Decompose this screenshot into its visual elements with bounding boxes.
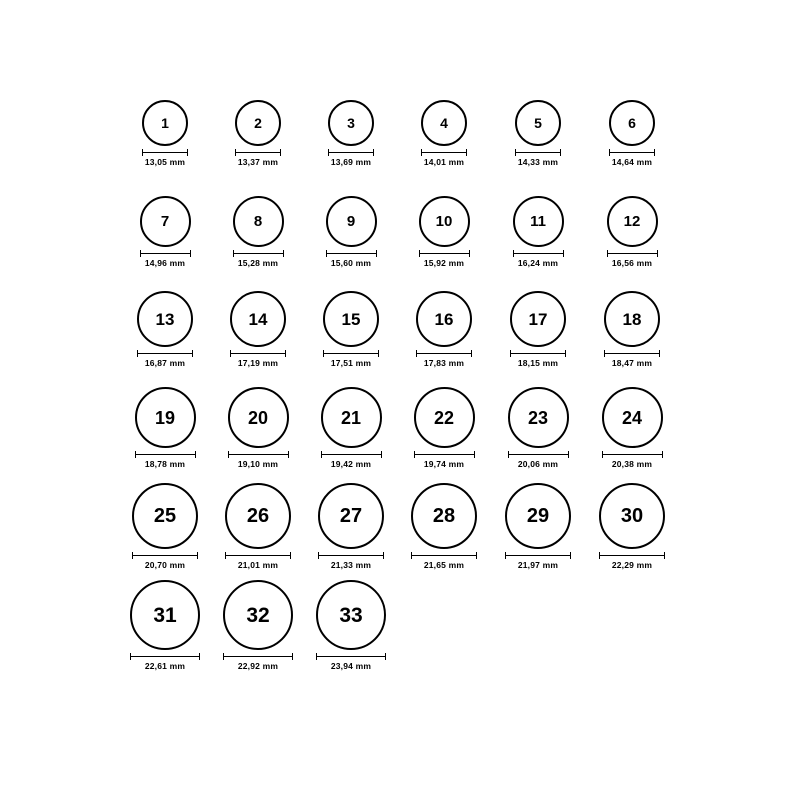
ring-circle [316, 580, 386, 650]
ring-diameter-label: 18,78 mm [144, 459, 186, 469]
ring-diameter-label: 19,10 mm [237, 459, 279, 469]
dimension-bar-icon [604, 353, 660, 354]
ring-size-number: 17 [528, 309, 548, 329]
ring-dimension [321, 451, 382, 469]
ring-size-number: 28 [432, 505, 456, 527]
dimension-line-icon [135, 451, 196, 458]
dimension-bar-icon [323, 353, 379, 354]
ring-diameter-label: 13,37 mm [237, 157, 279, 167]
dimension-line-icon [609, 149, 655, 156]
dimension-line-icon [233, 250, 284, 257]
dimension-bar-icon [137, 353, 193, 354]
ring-dimension [411, 552, 477, 570]
dimension-line-icon [132, 552, 198, 559]
ring-circle [235, 100, 281, 146]
dimension-bar-icon [609, 152, 655, 153]
ring-size-number: 7 [160, 213, 170, 230]
ring-circle [225, 483, 291, 549]
ring-size-number: 15 [341, 309, 361, 329]
dimension-line-icon [318, 552, 384, 559]
ring-diameter-label: 17,19 mm [237, 358, 279, 368]
ring-circle [607, 196, 658, 247]
ring-dimension [223, 653, 293, 671]
dimension-line-icon [230, 350, 286, 357]
ring-size-number: 1 [161, 115, 169, 131]
ring-size-number: 3 [347, 115, 355, 131]
ring-size-number: 30 [620, 505, 644, 527]
ring-size-number: 27 [339, 505, 363, 527]
ring-circle [599, 483, 665, 549]
ring-dimension [602, 451, 663, 469]
dimension-bar-icon [223, 656, 293, 657]
dimension-bar-icon [326, 253, 377, 254]
ring-size-number: 2 [254, 115, 262, 131]
ring-dimension [323, 350, 379, 368]
ring-circle [505, 483, 571, 549]
ring-circle [140, 196, 191, 247]
dimension-bar-icon [414, 454, 475, 455]
ring-size-number: 22 [433, 407, 455, 428]
ring-size-number: 26 [246, 505, 270, 527]
ring-diameter-label: 15,60 mm [330, 258, 372, 268]
ring-circle [421, 100, 467, 146]
dimension-line-icon [223, 653, 293, 660]
ring-dimension [416, 350, 472, 368]
ring-diameter-label: 19,42 mm [330, 459, 372, 469]
ring-diameter-label: 17,83 mm [423, 358, 465, 368]
ring-diameter-label: 21,97 mm [517, 560, 559, 570]
ring-size-number: 4 [440, 115, 448, 131]
dimension-bar-icon [328, 152, 374, 153]
ring-size-cell [572, 291, 692, 368]
dimension-line-icon [411, 552, 477, 559]
ring-dimension [609, 149, 655, 167]
ring-diameter-label: 14,64 mm [611, 157, 653, 167]
ring-dimension [228, 451, 289, 469]
dimension-bar-icon [607, 253, 658, 254]
ring-circle [228, 387, 289, 448]
ring-circle [515, 100, 561, 146]
ring-dimension [142, 149, 188, 167]
ring-size-number: 11 [530, 213, 546, 230]
dimension-line-icon [414, 451, 475, 458]
dimension-line-icon [137, 350, 193, 357]
ring-dimension [318, 552, 384, 570]
ring-dimension [326, 250, 377, 268]
ring-dimension [419, 250, 470, 268]
ring-dimension [225, 552, 291, 570]
ring-circle [510, 291, 566, 347]
dimension-line-icon [328, 149, 374, 156]
ring-size-number: 29 [526, 505, 550, 527]
ring-diameter-label: 14,01 mm [423, 157, 465, 167]
dimension-bar-icon [505, 555, 571, 556]
ring-diameter-label: 16,56 mm [611, 258, 653, 268]
ring-dimension [230, 350, 286, 368]
dimension-bar-icon [416, 353, 472, 354]
ring-dimension [607, 250, 658, 268]
ring-dimension [130, 653, 200, 671]
dimension-line-icon [421, 149, 467, 156]
ring-circle [130, 580, 200, 650]
ring-dimension [140, 250, 191, 268]
ring-diameter-label: 21,65 mm [423, 560, 465, 570]
ring-dimension [510, 350, 566, 368]
dimension-bar-icon [235, 152, 281, 153]
ring-dimension [235, 149, 281, 167]
ring-size-number: 8 [253, 213, 263, 230]
dimension-line-icon [416, 350, 472, 357]
ring-size-number: 9 [346, 213, 356, 230]
ring-diameter-label: 22,61 mm [144, 661, 186, 671]
dimension-line-icon [323, 350, 379, 357]
ring-size-number: 10 [435, 213, 453, 230]
ring-dimension [328, 149, 374, 167]
ring-diameter-label: 21,01 mm [237, 560, 279, 570]
ring-circle [326, 196, 377, 247]
dimension-line-icon [321, 451, 382, 458]
dimension-line-icon [510, 350, 566, 357]
ring-dimension [316, 653, 386, 671]
dimension-line-icon [140, 250, 191, 257]
dimension-bar-icon [318, 555, 384, 556]
ring-size-number: 24 [621, 407, 643, 428]
ring-circle [223, 580, 293, 650]
ring-size-cell [291, 580, 411, 671]
ring-size-number: 13 [155, 309, 175, 329]
dimension-bar-icon [132, 555, 198, 556]
dimension-bar-icon [602, 454, 663, 455]
ring-diameter-label: 23,94 mm [330, 661, 372, 671]
dimension-bar-icon [321, 454, 382, 455]
ring-diameter-label: 17,51 mm [330, 358, 372, 368]
ring-size-number: 21 [340, 407, 362, 428]
ring-size-number: 31 [153, 603, 177, 627]
ring-diameter-label: 15,92 mm [423, 258, 465, 268]
ring-dimension [137, 350, 193, 368]
ring-size-number: 23 [527, 407, 549, 428]
ring-diameter-label: 14,96 mm [144, 258, 186, 268]
ring-circle [137, 291, 193, 347]
ring-dimension [513, 250, 564, 268]
ring-circle [419, 196, 470, 247]
ring-size-cell [572, 196, 692, 268]
ring-size-number: 19 [154, 407, 176, 428]
ring-size-number: 25 [153, 505, 177, 527]
ring-diameter-label: 18,47 mm [611, 358, 653, 368]
ring-circle [508, 387, 569, 448]
dimension-line-icon [604, 350, 660, 357]
ring-size-number: 18 [622, 309, 642, 329]
ring-circle [230, 291, 286, 347]
ring-diameter-label: 18,15 mm [517, 358, 559, 368]
ring-dimension [421, 149, 467, 167]
ring-circle [135, 387, 196, 448]
ring-diameter-label: 16,87 mm [144, 358, 186, 368]
dimension-line-icon [326, 250, 377, 257]
ring-dimension [132, 552, 198, 570]
dimension-bar-icon [140, 253, 191, 254]
ring-dimension [135, 451, 196, 469]
dimension-line-icon [607, 250, 658, 257]
ring-dimension [604, 350, 660, 368]
ring-diameter-label: 20,06 mm [517, 459, 559, 469]
ring-diameter-label: 15,28 mm [237, 258, 279, 268]
ring-size-number: 12 [623, 213, 641, 230]
dimension-bar-icon [142, 152, 188, 153]
ring-circle [414, 387, 475, 448]
ring-size-number: 32 [246, 603, 270, 627]
dimension-line-icon [602, 451, 663, 458]
dimension-line-icon [235, 149, 281, 156]
dimension-bar-icon [419, 253, 470, 254]
ring-size-number: 14 [248, 309, 268, 329]
dimension-bar-icon [228, 454, 289, 455]
ring-size-number: 5 [534, 115, 542, 131]
ring-diameter-label: 13,69 mm [330, 157, 372, 167]
dimension-line-icon [419, 250, 470, 257]
dimension-bar-icon [135, 454, 196, 455]
dimension-bar-icon [508, 454, 569, 455]
ring-circle [323, 291, 379, 347]
dimension-bar-icon [316, 656, 386, 657]
dimension-bar-icon [515, 152, 561, 153]
ring-size-cell [572, 100, 692, 167]
ring-dimension [505, 552, 571, 570]
ring-diameter-label: 20,38 mm [611, 459, 653, 469]
ring-size-cell [572, 483, 692, 570]
dimension-line-icon [142, 149, 188, 156]
dimension-bar-icon [421, 152, 467, 153]
ring-circle [416, 291, 472, 347]
ring-size-number: 6 [628, 115, 636, 131]
dimension-bar-icon [225, 555, 291, 556]
ring-diameter-label: 20,70 mm [144, 560, 186, 570]
ring-diameter-label: 14,33 mm [517, 157, 559, 167]
ring-dimension [414, 451, 475, 469]
dimension-bar-icon [599, 555, 665, 556]
ring-circle [602, 387, 663, 448]
dimension-line-icon [505, 552, 571, 559]
ring-circle [321, 387, 382, 448]
ring-diameter-label: 22,29 mm [611, 560, 653, 570]
dimension-bar-icon [130, 656, 200, 657]
ring-dimension [599, 552, 665, 570]
ring-size-number: 16 [434, 309, 454, 329]
ring-size-number: 20 [247, 407, 269, 428]
dimension-line-icon [225, 552, 291, 559]
ring-circle [233, 196, 284, 247]
ring-circle [318, 483, 384, 549]
dimension-line-icon [508, 451, 569, 458]
ring-size-cell [572, 387, 692, 469]
dimension-line-icon [599, 552, 665, 559]
ring-circle [411, 483, 477, 549]
dimension-bar-icon [233, 253, 284, 254]
ring-diameter-label: 13,05 mm [144, 157, 186, 167]
dimension-bar-icon [510, 353, 566, 354]
dimension-bar-icon [411, 555, 477, 556]
ring-diameter-label: 22,92 mm [237, 661, 279, 671]
dimension-bar-icon [513, 253, 564, 254]
dimension-line-icon [515, 149, 561, 156]
dimension-line-icon [316, 653, 386, 660]
ring-circle [609, 100, 655, 146]
dimension-bar-icon [230, 353, 286, 354]
ring-diameter-label: 19,74 mm [423, 459, 465, 469]
ring-size-number: 33 [339, 603, 363, 627]
ring-circle [132, 483, 198, 549]
dimension-line-icon [228, 451, 289, 458]
ring-dimension [508, 451, 569, 469]
ring-circle [513, 196, 564, 247]
ring-diameter-label: 16,24 mm [517, 258, 559, 268]
ring-circle [604, 291, 660, 347]
dimension-line-icon [130, 653, 200, 660]
ring-diameter-label: 21,33 mm [330, 560, 372, 570]
ring-circle [142, 100, 188, 146]
dimension-line-icon [513, 250, 564, 257]
ring-circle [328, 100, 374, 146]
ring-dimension [515, 149, 561, 167]
ring-dimension [233, 250, 284, 268]
